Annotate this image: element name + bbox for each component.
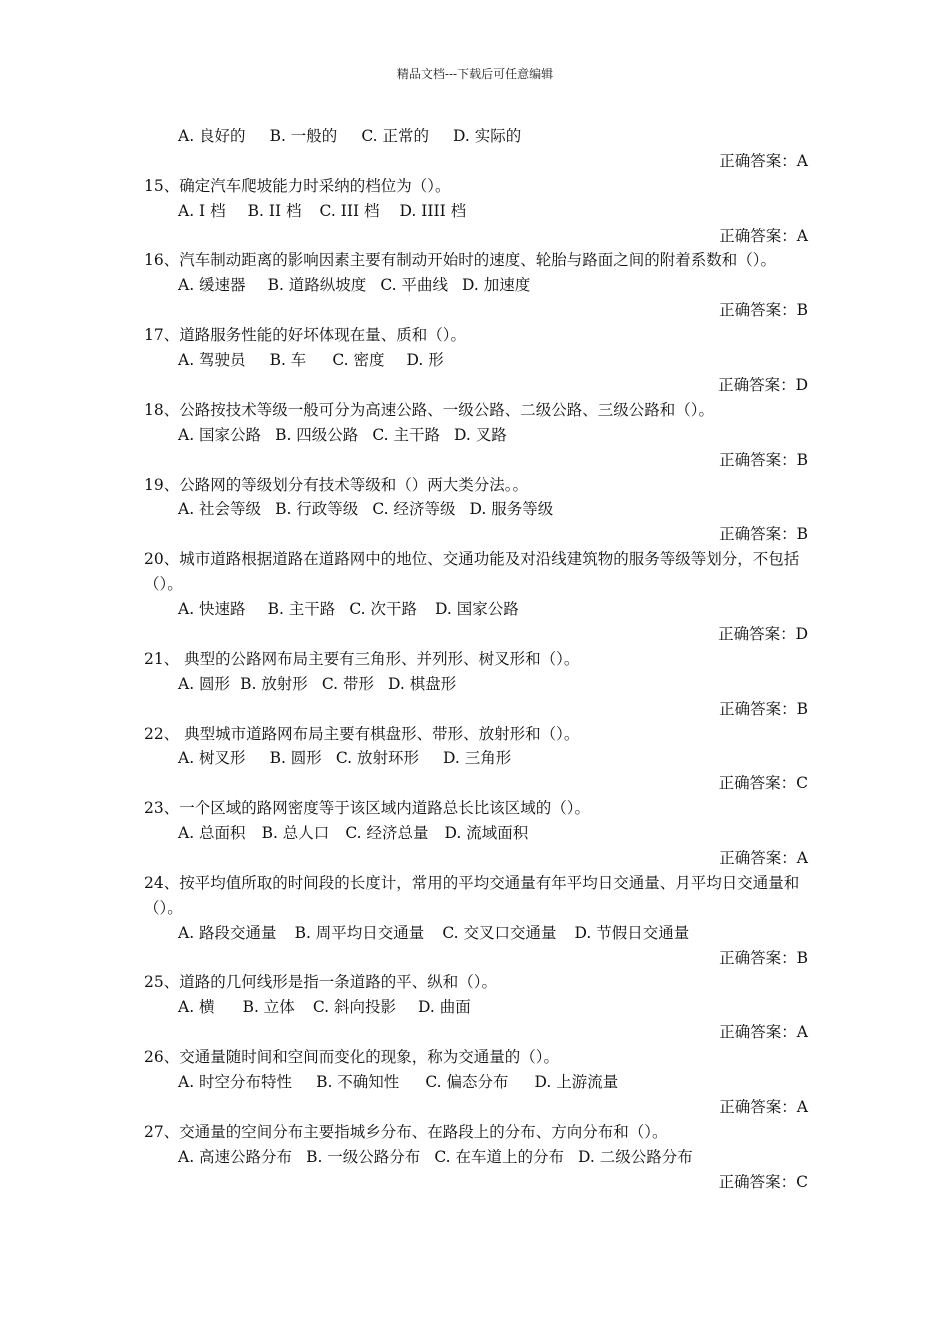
option-d: D. 棋盘形 [387,674,457,693]
answer-line: 正确答案：D [718,624,808,643]
option-d: D. 国家公路 [434,600,519,619]
option-b: B. 立体 [242,998,295,1017]
answer-line: 正确答案：B [719,450,808,469]
answer-line: 正确答案：A [719,1023,808,1042]
option-b: B. 一级公路分布 [306,1147,421,1166]
option-c: C. 经济总量 [345,824,429,843]
page-header: 精品文档---下载后可任意编辑 [396,67,554,81]
question-text: 22、 典型城市道路网布局主要有棋盘形、带形、放射形和（）。 [144,724,580,743]
question-text: 17、道路服务性能的好坏体现在量、质和（）。 [144,326,466,345]
option-b: B. 总人口 [261,824,330,843]
answer-line: 正确答案：A [719,226,808,245]
answer-line: 正确答案：A [719,151,808,170]
options-row [144,821,808,846]
answer-line: 正确答案：C [718,774,808,793]
options-row [144,1070,808,1095]
option-c: C. 放射环形 [335,749,419,768]
answer-line: 正确答案：D [718,375,808,394]
option-c: C. 次干路 [349,600,417,619]
option-c: C. 偏态分布 [425,1073,509,1092]
question-text: 27、交通量的空间分布主要指城乡分布、在路段上的分布、方向分布和（）。 [144,1122,668,1141]
option-d: D. 三角形 [442,749,512,768]
option-c: C. 在车道上的分布 [434,1147,564,1166]
answer-line: 正确答案：B [719,699,808,718]
option-a: A. 快速路 [178,600,246,619]
option-a: A. 高速公路分布 [178,1147,293,1166]
option-c: C. 密度 [332,351,385,370]
question-text: 24、按平均值所取的时间段的长度计，常用的平均交通量有年平均日交通量、月平均日交通量和（）。 [144,873,800,917]
option-a: A. 树叉形 [178,749,246,768]
option-d: D. 流域面积 [444,824,529,843]
option-c: C. 带形 [321,674,374,693]
option-b: B. 道路纵坡度 [267,276,367,295]
option-b: B. 一般的 [269,127,338,145]
options-row [144,124,808,149]
option-d: D. 上游流量 [534,1073,619,1092]
option-c: C. 斜向投影 [312,998,396,1017]
option-c: C. 主干路 [372,425,440,444]
options-row [144,597,808,622]
question-text: 20、城市道路根据道路在道路网中的地位、交通功能及对沿线建筑物的服务等级等划分，不包括（）。 [144,550,800,594]
option-d: D. 实际的 [452,127,522,145]
option-c: C. 正常的 [361,127,429,145]
question-text: 18、公路按技术等级一般可分为高速公路、一级公路、二级公路、三级公路和（）。 [144,400,714,419]
options-row [144,746,808,771]
question-text: 23、一个区域的路网密度等于该区域内道路总长比该区域的（）。 [144,799,590,818]
question-text: 21、 典型的公路网布局主要有三角形、并列形、树叉形和（）。 [144,649,580,668]
options-row [144,1145,808,1170]
question-text: 16、汽车制动距离的影响因素主要有制动开始时的速度、轮胎与路面之间的附着系数和（）。 [144,251,776,270]
option-a: A. 横 [178,998,215,1017]
answer-line: 正确答案：A [719,1097,808,1116]
option-b: B. 车 [269,351,307,370]
option-b: B. 周平均日交通量 [294,923,425,942]
option-d: D. 服务等级 [469,500,554,519]
option-a: A. 缓速器 [178,276,246,295]
option-d: D. 形 [406,351,444,370]
answer-line: 正确答案：B [719,948,808,967]
option-a: A. 社会等级 [178,500,262,519]
question-text: 19、公路网的等级划分有技术等级和（）两大类分法。。 [144,475,528,494]
options-row [144,199,808,224]
option-d: D. 叉路 [453,425,507,444]
options-row [144,273,808,298]
answer-line: 正确答案：B [719,301,808,320]
options-row [144,672,808,697]
option-b: B. 行政等级 [275,500,359,519]
options-row [144,497,808,522]
question-list [144,124,808,1195]
answer-line: 正确答案：C [718,1172,808,1191]
options-row [144,921,808,946]
option-a: A. 驾驶员 [178,351,246,370]
option-d: D. 节假日交通量 [574,923,690,942]
option-a: A. 总面积 [178,824,246,843]
option-c: C. 平曲线 [380,276,448,295]
option-b: B. II 档 [247,201,302,220]
option-a: A. 国家公路 [178,425,262,444]
option-a: A. I 档 [178,201,226,220]
option-a: A. 良好的 [178,127,246,145]
options-row [144,348,808,373]
option-d: D. 曲面 [417,998,471,1017]
option-b: B. 主干路 [267,600,336,619]
answer-line: 正确答案：B [719,525,808,544]
answer-line: 正确答案：A [719,848,808,867]
question-text: 26、交通量随时间和空间而变化的现象，称为交通量的（）。 [144,1048,559,1067]
option-d: D. IIII 档 [399,201,467,220]
option-b: B. 圆形 [269,749,322,768]
option-a: A. 圆形 [178,674,231,693]
questions [144,174,808,1195]
option-b: B. 不确知性 [316,1073,400,1092]
options-row [144,995,808,1020]
option-b: B. 放射形 [240,674,308,693]
option-a: A. 时空分布特性 [178,1073,293,1092]
option-b: B. 四级公路 [275,425,359,444]
option-a: A. 路段交通量 [178,923,277,942]
option-d: D. 加速度 [461,276,531,295]
option-c: C. 交叉口交通量 [442,923,557,942]
option-c: C. III 档 [319,201,380,220]
option-d: D. 二级公路分布 [577,1147,693,1166]
options-row [144,423,808,448]
option-c: C. 经济等级 [372,500,456,519]
question-text: 25、道路的几何线形是指一条道路的平、纵和（）。 [144,973,497,992]
question-text: 15、确定汽车爬坡能力时采纳的档位为（）。 [144,176,451,195]
